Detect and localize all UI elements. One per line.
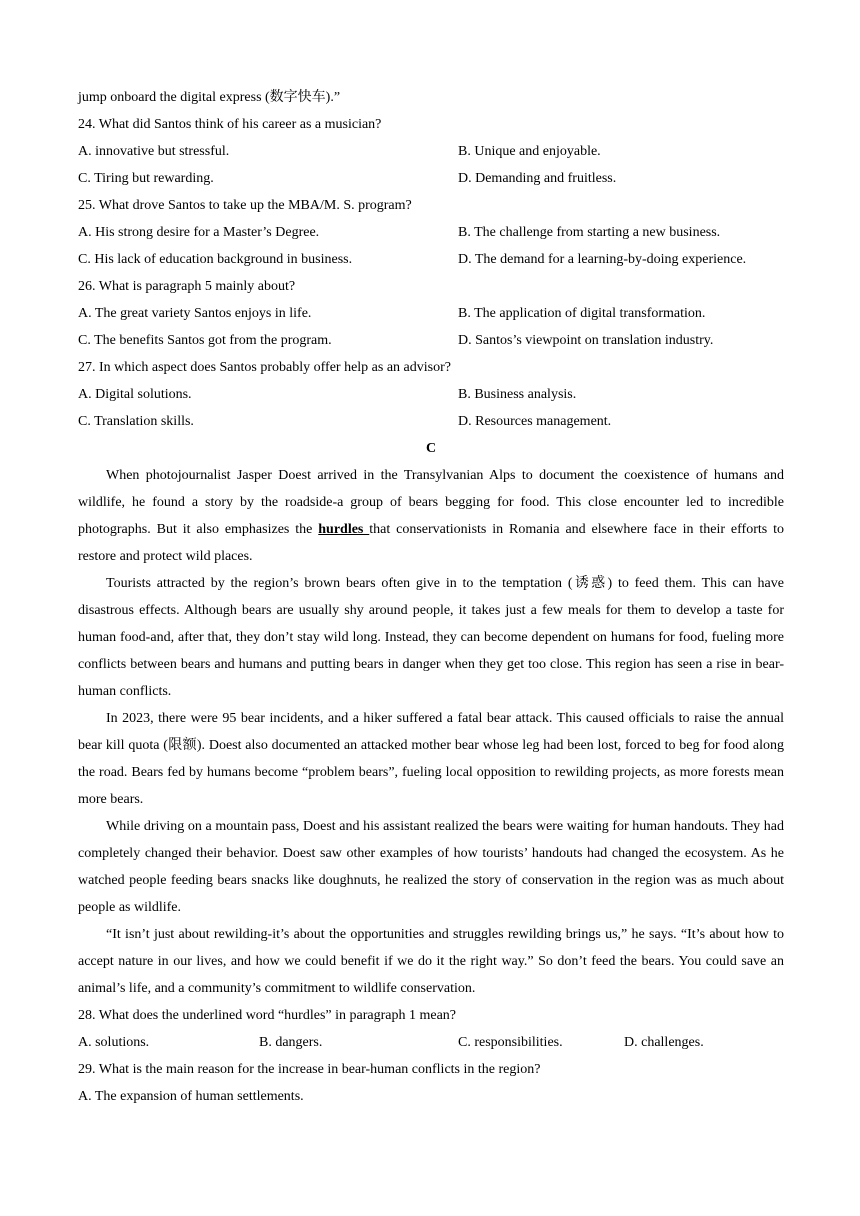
underlined-word: hurdles (318, 522, 370, 537)
passage-paragraph-2: Tourists attracted by the region’s brown bears often give in to the temptation (诱惑) to feed them. This can have disastrous effects. Although bears are usually shy around people, it takes just a few meals for them to develop a taste for human food-and, after that, they don’t stay wild long. Instead, they can become dependent on humans for food, fueling more conflicts between bears and humans and putting bears in danger when they get too close. This region has seen a rise in bear-human conflicts. (78, 576, 784, 699)
question-stem: 28. What does the underlined word “hurdles” in paragraph 1 mean? (78, 1008, 456, 1023)
question-stem: 24. What did Santos think of his career as a musician? (78, 117, 382, 132)
intro-line: jump onboard the digital express (数字快车).” (78, 90, 341, 105)
option-row (78, 408, 784, 435)
option-b: B. Business analysis. (458, 387, 577, 402)
passage-paragraph-1 (78, 462, 784, 570)
option-d: D. Santos’s viewpoint on translation industry. (458, 333, 714, 348)
option-d: D. Resources management. (458, 414, 612, 429)
option-c: C. The benefits Santos got from the program. (78, 333, 332, 348)
option-d: D. The demand for a learning-by-doing experience. (458, 252, 747, 267)
option-row (78, 246, 784, 273)
question-stem: 29. What is the main reason for the increase in bear-human conflicts in the region? (78, 1062, 541, 1077)
option-row (78, 327, 784, 354)
passage-paragraph-4: While driving on a mountain pass, Doest and his assistant realized the bears were waiting for human handouts. They had completely changed their behavior. Doest saw other examples of how tourists’ handouts had changed the ecosystem. As he watched people feeding bears snacks like doughnuts, he realized the story of conservation in the region was as much about people as wildlife. (78, 819, 784, 915)
option-row (78, 381, 784, 408)
option-a: A. His strong desire for a Master’s Degree. (78, 225, 320, 240)
section-title: C (425, 441, 437, 456)
option-a: A. Digital solutions. (78, 387, 192, 402)
option-c: C. Translation skills. (78, 414, 194, 429)
option-b: B. Unique and enjoyable. (458, 144, 601, 159)
document-page (78, 84, 784, 1110)
p1-text-after: that conservationists in Romania and elsewhere face in their efforts to restore and protect wild places. (78, 522, 784, 564)
question-stem: 27. In which aspect does Santos probably offer help as an advisor? (78, 360, 451, 375)
option-c: C. Tiring but rewarding. (78, 171, 214, 186)
question-stem: 26. What is paragraph 5 mainly about? (78, 279, 296, 294)
option-row (78, 138, 784, 165)
option-row (78, 1029, 784, 1056)
option-d: D. challenges. (624, 1035, 704, 1050)
passage-paragraph-3: In 2023, there were 95 bear incidents, and a hiker suffered a fatal bear attack. This caused officials to raise the annual bear kill quota (限额). Doest also documented an attacked mother bear whose leg had been lost, forced to beg for food along the road. Bears fed by humans become “problem bears”, fueling local opposition to rewilding projects, as more forests mean more bears. (78, 711, 784, 807)
option-b: B. The challenge from starting a new business. (458, 225, 721, 240)
option-a: A. The great variety Santos enjoys in life. (78, 306, 312, 321)
option-row (78, 165, 784, 192)
passage-paragraph-5: “It isn’t just about rewilding-it’s about the opportunities and struggles rewilding brings us,” he says. “It’s about how to accept nature in our lives, and how we could benefit if we do it the right way.” So don’t feed the bears. You could save an animal’s life, and a community’s commitment to wildlife conservation. (78, 927, 784, 996)
option-d: D. Demanding and fruitless. (458, 171, 617, 186)
question-stem: 25. What drove Santos to take up the MBA/M. S. program? (78, 198, 412, 213)
p1-text-before: When photojournalist Jasper Doest arrived in the Transylvanian Alps to document the coexistence of humans and wildlife, he found a story by the roadside-a group of bears begging for food. This close encounter led to incredible photographs. But it also emphasizes the (78, 468, 784, 537)
option-row (78, 219, 784, 246)
option-a: A. solutions. (78, 1035, 150, 1050)
option-b: B. The application of digital transformation. (458, 306, 706, 321)
option-row (78, 300, 784, 327)
option-a: A. The expansion of human settlements. (78, 1089, 304, 1104)
option-c: C. His lack of education background in business. (78, 252, 353, 267)
option-a: A. innovative but stressful. (78, 144, 230, 159)
option-c: C. responsibilities. (458, 1035, 563, 1050)
option-b: B. dangers. (259, 1035, 323, 1050)
